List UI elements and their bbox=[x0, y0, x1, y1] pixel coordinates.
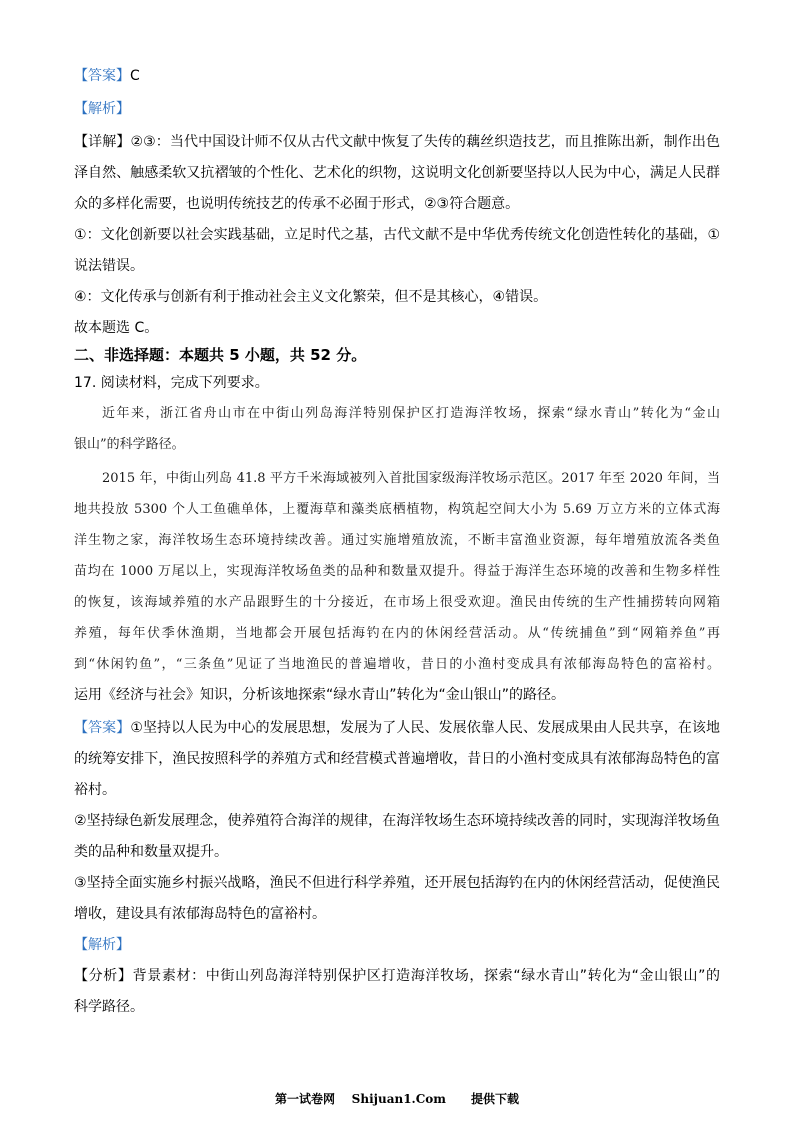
q16-text-line: ①：文化创新要以社会实践基础，立足时代之基，古代文献不是中华优秀传统文化创造性转化的基础，① bbox=[74, 227, 720, 243]
breakdown-tag: 【分析】 bbox=[74, 968, 133, 984]
q17-stem: 17. 阅读材料，完成下列要求。 bbox=[74, 375, 269, 391]
footer-note: 提供下载 bbox=[471, 1092, 520, 1106]
section-heading: 二、非选择题：本题共 5 小题，共 52 分。 bbox=[74, 346, 367, 364]
material-line: 2015 年，中街山列岛 41.8 平方千米海域被列入首批国家级海洋牧场示范区。2017 年至 2020 年间，当 bbox=[102, 471, 720, 486]
q16-analysis-tag-line bbox=[74, 93, 720, 125]
answer-line: 增收，建设具有浓郁海岛特色的富裕村。 bbox=[74, 906, 326, 922]
material-line: 到“休闲钓鱼”，“三条鱼”见证了当地渔民的普遍增收，昔日的小渔村变成具有浓郁海岛特色的富裕村。 bbox=[74, 657, 720, 672]
material-line: 银山”的科学路径。 bbox=[74, 437, 185, 452]
material-line: 洋生物之家，海洋牧场生态环境持续改善。通过实施增殖放流，不断丰富渔业资源，每年增殖放流各类鱼 bbox=[74, 533, 720, 548]
q16-conclusion: 故本题选 C。 bbox=[74, 320, 159, 336]
q17-analysis-tag-line bbox=[74, 929, 720, 961]
q16-answer-line bbox=[74, 60, 720, 92]
material-line: 的恢复，该海域养殖的水产品跟野生的十分接近，在市场上很受欢迎。渔民由传统的生产性捕捞转向网箱 bbox=[74, 595, 720, 610]
material-line: 苗均在 1000 万尾以上，实现海洋牧场鱼类的品种和数量双提升。得益于海洋生态环境的改善和生物多样性 bbox=[74, 564, 720, 579]
footer-site: 第一试卷网 bbox=[274, 1092, 335, 1106]
q16-text-line: 泽自然、触感柔软又抗褶皱的个性化、艺术化的织物，这说明文化创新要坚持以人民为中心，满足人民群 bbox=[74, 165, 720, 181]
footer-domain: Shijuan1.Com bbox=[351, 1092, 446, 1106]
breakdown-text: 背景素材：中街山列岛海洋特别保护区打造海洋牧场，探索“绿水青山”转化为“金山银山”的 bbox=[132, 968, 720, 984]
answer-line: 类的品种和数量双提升。 bbox=[74, 844, 228, 860]
answer-text: ①坚持以人民为中心的发展思想，发展为了人民、发展依靠人民、发展成果由人民共享，在该地 bbox=[130, 720, 720, 736]
detail-text: ②③：当代中国设计师不仅从古代文献中恢复了失传的藕丝织造技艺，而且推陈出新，制作出色 bbox=[130, 134, 720, 150]
q17-answer-line bbox=[74, 712, 720, 744]
answer-line: 的统筹安排下，渔民按照科学的养殖方式和经营模式普遍增收，昔日的小渔村变成具有浓郁海岛特色的富 bbox=[74, 751, 720, 767]
q16-text-line: 众的多样化需要，也说明传统技艺的传承不必囿于形式，②③符合题意。 bbox=[74, 196, 520, 212]
answer-line: 裕村。 bbox=[74, 782, 116, 798]
answer-line: ③坚持全面实施乡村振兴战略，渔民不但进行科学养殖，还开展包括海钓在内的休闲经营活动，促使渔民 bbox=[74, 875, 720, 891]
breakdown-line: 科学路径。 bbox=[74, 999, 144, 1015]
answer-tag: 【答案】 bbox=[74, 68, 130, 84]
answer-value: C bbox=[130, 68, 140, 84]
material-line: 近年来，浙江省舟山市在中街山列岛海洋特别保护区打造海洋牧场，探索“绿水青山”转化为“金山 bbox=[102, 406, 720, 421]
page-footer bbox=[0, 1090, 794, 1107]
q16-text-line: 说法错误。 bbox=[74, 258, 144, 274]
breakdown-line bbox=[74, 960, 720, 992]
answer-line: ②坚持绿色新发展理念，使养殖符合海洋的规律，在海洋牧场生态环境持续改善的同时，实现海洋牧场鱼 bbox=[74, 813, 720, 829]
answer-tag: 【答案】 bbox=[74, 720, 131, 736]
q16-text-line: ④：文化传承与创新有利于推动社会主义文化繁荣，但不是其核心，④错误。 bbox=[74, 289, 548, 305]
material-line: 养殖，每年伏季休渔期，当地都会开展包括海钓在内的休闲经营活动。从“传统捕鱼”到“网箱养鱼”再 bbox=[74, 626, 720, 641]
analysis-tag: 【解析】 bbox=[74, 101, 130, 117]
detail-tag: 【详解】 bbox=[74, 134, 131, 150]
material-line: 地共投放 5300 个人工鱼礁单体，上覆海草和藻类底栖植物，构筑起空间大小为 5.69 万立方米的立体式海 bbox=[74, 502, 720, 517]
q17-question: 运用《经济与社会》知识，分析该地探索“绿水青山”转化为“金山银山”的路径。 bbox=[74, 687, 566, 703]
q16-detail-line bbox=[74, 126, 720, 158]
analysis-tag: 【解析】 bbox=[74, 937, 130, 953]
